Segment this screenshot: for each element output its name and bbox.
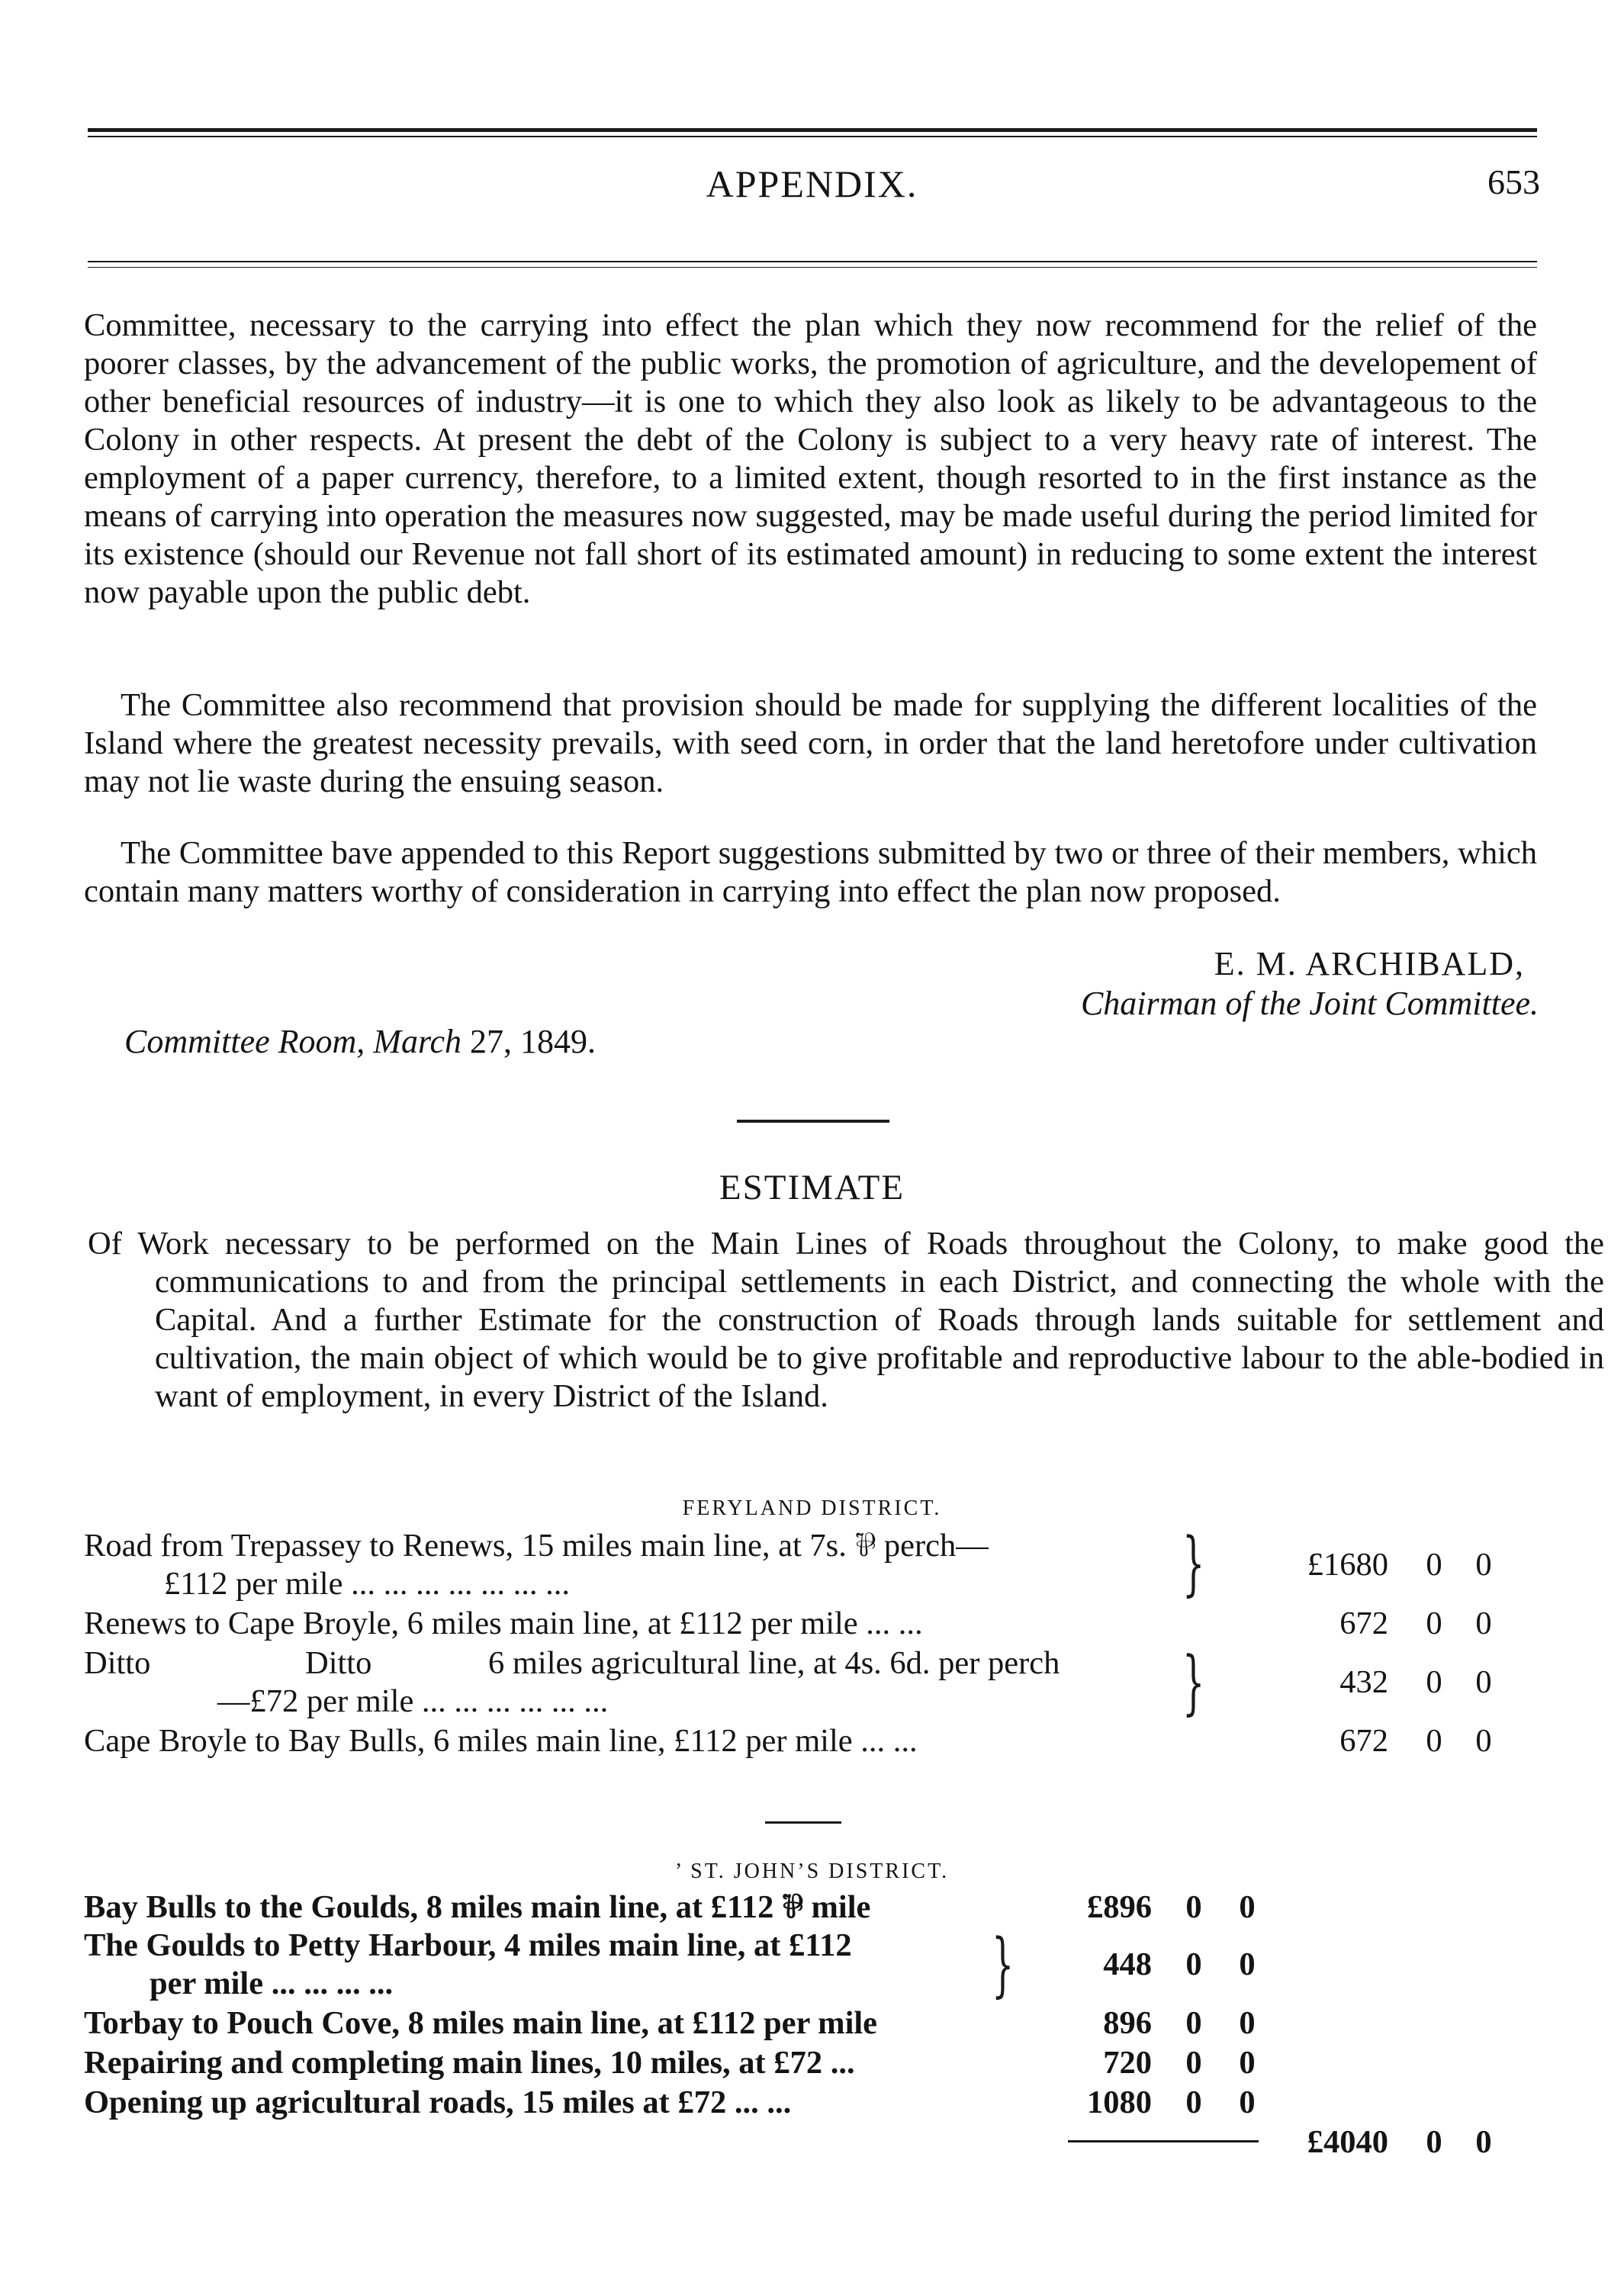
ferryland-district-heading: FERYLAND DISTRICT. xyxy=(682,1496,942,1520)
stjohns-row-1-shillings: 0 xyxy=(1185,1889,1202,1925)
stjohns-row-3-pence: 0 xyxy=(1239,2005,1256,2041)
header-rule-top-thin xyxy=(88,136,1537,137)
dateline xyxy=(124,1022,596,1061)
stjohns-row-5-pounds: 1080 xyxy=(1087,2085,1152,2120)
stjohns-row-2-line-1: The Goulds to Petty Harbour, 4 miles main line, at £112 xyxy=(84,1927,852,1963)
ferryland-row-4-shillings: 0 xyxy=(1426,1723,1442,1759)
paragraph-seed-corn: The Committee also recommend that provision should be made for supplying the different localities of the Island where the greatest necessity prevails, with seed corn, in order that the land heretofore under cultivation may not lie waste during the ensuing season. xyxy=(84,687,1537,799)
stjohns-row-3-line-1: Torbay to Pouch Cove, 8 miles main line, at £112 per mile xyxy=(84,2005,878,2041)
signature-name: E. M. ARCHIBALD, xyxy=(1214,945,1525,982)
stjohns-row-4-line-1: Repairing and completing main lines, 10 miles, at £72 ... xyxy=(84,2045,855,2081)
dateline-month: March xyxy=(373,1023,461,1060)
stjohns-district-heading: ’ ST. JOHN’S DISTRICT. xyxy=(674,1860,950,1883)
stjohns-row-4-pence: 0 xyxy=(1239,2045,1256,2081)
stjohns-row-3-pounds: 896 xyxy=(1103,2005,1152,2041)
stjohns-row-5-shillings: 0 xyxy=(1185,2085,1202,2120)
stjohns-row-2-shillings: 0 xyxy=(1185,1946,1202,1982)
stjohns-row-2-pence: 0 xyxy=(1239,1946,1256,1982)
stjohns-row-4-pounds: 720 xyxy=(1103,2045,1152,2081)
paragraph-appended-suggestions: The Committee bave appended to this Report suggestions submitted by two or three of their members, which contain many matters worthy of consideration in carrying into effect the plan now proposed. xyxy=(84,835,1537,909)
stjohns-row-4-shillings: 0 xyxy=(1185,2045,1202,2081)
dateline-date: 27, 1849. xyxy=(469,1023,596,1060)
brace-icon: } xyxy=(992,1924,1015,2005)
total-rule xyxy=(1068,2140,1259,2142)
ferryland-row-1-line-2: £112 per mile ... ... ... ... ... ... ... xyxy=(164,1566,570,1602)
ferryland-row-3-line-2: —£72 per mile ... ... ... ... ... ... xyxy=(217,1683,609,1719)
ferryland-row-2-shillings: 0 xyxy=(1426,1606,1442,1641)
stjohns-row-2-line-2: per mile ... ... ... ... xyxy=(150,1966,394,2001)
paragraph-committee-plan: Committee, necessary to the carrying into effect the plan which they now recommend for the relief of the poorer classes, by the advancement of the public works, the promotion of agriculture, and the developement of other beneficial resources of industry—it is one to which they also look as likely to be advantageous to the Colony in other respects. At present the debt of the Colony is subject to a very heavy rate of interest. The employment of a paper currency, therefore, to a limited extent, though resorted to in the first instance as the means of carrying into operation the measures now suggested, may be made useful during the period limited for its existence (should our Revenue not fall short of its estimated amount) in reducing to some extent the interest now payable upon the public debt. xyxy=(84,307,1537,610)
header-rule-bottom xyxy=(88,261,1537,262)
stjohns-row-1-line-1: Bay Bulls to the Goulds, 8 miles main line, at £112 ⅌ mile xyxy=(84,1889,871,1925)
ferryland-row-3-ditto-b: Ditto xyxy=(305,1645,372,1681)
stjohns-row-3-shillings: 0 xyxy=(1185,2005,1202,2041)
stjohns-total-shillings: 0 xyxy=(1426,2124,1442,2160)
ferryland-row-1-shillings: 0 xyxy=(1426,1547,1442,1583)
ferryland-row-1-pence: 0 xyxy=(1475,1547,1492,1583)
estimate-heading: ESTIMATE xyxy=(719,1168,905,1207)
signature-title: Chairman of the Joint Committee. xyxy=(1080,985,1539,1022)
stjohns-row-1-pounds: £896 xyxy=(1087,1889,1152,1925)
ferryland-row-4-line-1: Cape Broyle to Bay Bulls, 6 miles main line, £112 per mile ... ... xyxy=(84,1723,918,1759)
ferryland-row-1-line-1: Road from Trepassey to Renews, 15 miles main line, at 7s. ⅌ perch— xyxy=(84,1528,989,1564)
ferryland-row-2-pounds: 672 xyxy=(1339,1606,1388,1641)
stjohns-row-5-pence: 0 xyxy=(1239,2085,1256,2120)
ferryland-row-4-pence: 0 xyxy=(1475,1723,1492,1759)
header-rule-top xyxy=(88,128,1537,132)
ferryland-row-2-pence: 0 xyxy=(1475,1606,1492,1641)
estimate-description: Of Work necessary to be performed on the Main Lines of Roads throughout the Colony, to make good the communications to and from the principal settlements in each District, and connecting the whole with the Capital. And a further Estimate for the construction of Roads through lands suitable for settlement and cultivation, the main object of which would be to give profitable and reproductive labour to the able-bodied in want of employment, in every District of the Island. xyxy=(88,1226,1604,1414)
stjohns-total-pounds: £4040 xyxy=(1307,2124,1388,2160)
ferryland-row-3-shillings: 0 xyxy=(1426,1664,1442,1700)
ferryland-row-1-pounds: £1680 xyxy=(1307,1547,1388,1583)
brace-icon: } xyxy=(1182,1641,1205,1723)
ferryland-row-3-pence: 0 xyxy=(1475,1664,1492,1700)
stjohns-row-1-pence: 0 xyxy=(1239,1889,1256,1925)
ferryland-row-2-line-1: Renews to Cape Broyle, 6 miles main line, at £112 per mile ... ... xyxy=(84,1606,923,1641)
section-divider xyxy=(737,1120,889,1123)
stjohns-row-2-pounds: 448 xyxy=(1103,1946,1152,1982)
header-rule-bottom-thin xyxy=(88,267,1537,268)
ferryland-row-3-pounds: 432 xyxy=(1339,1664,1388,1700)
ferryland-row-3-ditto-a: Ditto xyxy=(84,1645,151,1681)
running-title: APPENDIX. xyxy=(706,162,918,205)
stjohns-total-pence: 0 xyxy=(1475,2124,1492,2160)
district-divider xyxy=(765,1821,841,1824)
ferryland-row-4-pounds: 672 xyxy=(1339,1723,1388,1759)
page-number: 653 xyxy=(1487,162,1540,201)
stjohns-row-5-line-1: Opening up agricultural roads, 15 miles at £72 ... ... xyxy=(84,2085,792,2120)
dateline-place: Committee Room, xyxy=(124,1023,365,1060)
brace-icon: } xyxy=(1182,1522,1205,1604)
ferryland-row-3-line-1: 6 miles agricultural line, at 4s. 6d. per perch xyxy=(488,1645,1060,1681)
